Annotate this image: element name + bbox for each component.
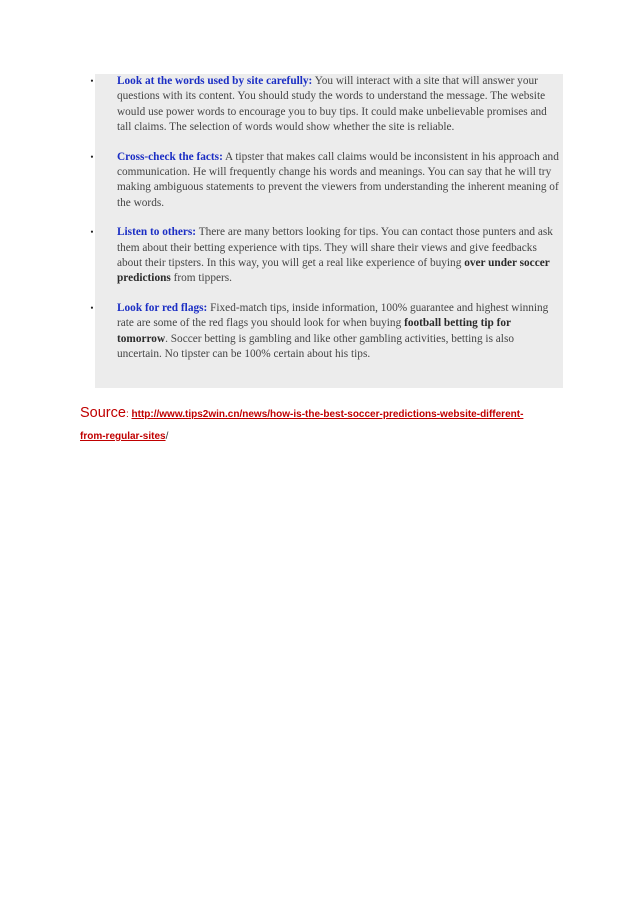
list-item	[90, 225, 563, 287]
source-link-line2: from-regular-sites	[80, 431, 166, 442]
tip-heading: Look for red flags:	[117, 301, 208, 314]
tip-emphasis: football betting tip for tomorrow	[117, 317, 511, 345]
list-item	[90, 301, 563, 363]
bullet-icon: •	[90, 302, 94, 313]
source-label: Source	[80, 405, 126, 421]
list-item	[90, 150, 563, 212]
tip-emphasis: over under soccer predictions	[117, 257, 550, 285]
tip-heading: Look at the words used by site carefully:	[117, 75, 313, 87]
bullet-icon: •	[90, 227, 94, 238]
tip-heading: Listen to others:	[117, 226, 197, 239]
tip-text-after: . Soccer betting is gambling and like other gambling activities, betting is also uncertain. No tipster can be 100% certain about his tips.	[117, 332, 514, 361]
source-link-line1: http://www.tips2win.cn/news/how-is-the-best-soccer-predictions-website-different-	[131, 409, 524, 420]
tip-text: Fixed-match tips, inside information, 100% guarantee and highest winning rate are some of the red flags you should look for when buying	[117, 301, 549, 330]
tip-text: A tipster that makes call claims would be inconsistent in his approach and communication. He will frequently change his words and meanings. You can say that he will try making ambiguous statements to prevent the viewers from understanding the inherent meaning of the words.	[117, 150, 559, 209]
source-colon: :	[125, 409, 132, 420]
source-trailing-slash: /	[165, 431, 169, 442]
tips-list	[90, 74, 563, 363]
tip-text: There are many bettors looking for tips. You can contact those punters and ask them about their betting experience with tips. They will share their views and give feedbacks about their tipsters. In this way, you will get a real like experience of buying	[117, 226, 553, 270]
list-item	[90, 74, 563, 136]
tip-heading: Cross-check the facts:	[117, 150, 223, 163]
tip-text-after: from tippers.	[170, 272, 232, 285]
source-citation	[80, 402, 560, 448]
bullet-icon: •	[90, 76, 94, 86]
source-link[interactable]	[80, 409, 523, 442]
tip-text: You will interact with a site that will answer your questions with its content. You should study the words to understand the message. The website would use power words to encourage you to buy tips. It could make unbelievable promises and tall claims. The selection of words would show whether the site is reliable.	[117, 75, 547, 134]
bullet-icon: •	[90, 151, 94, 162]
